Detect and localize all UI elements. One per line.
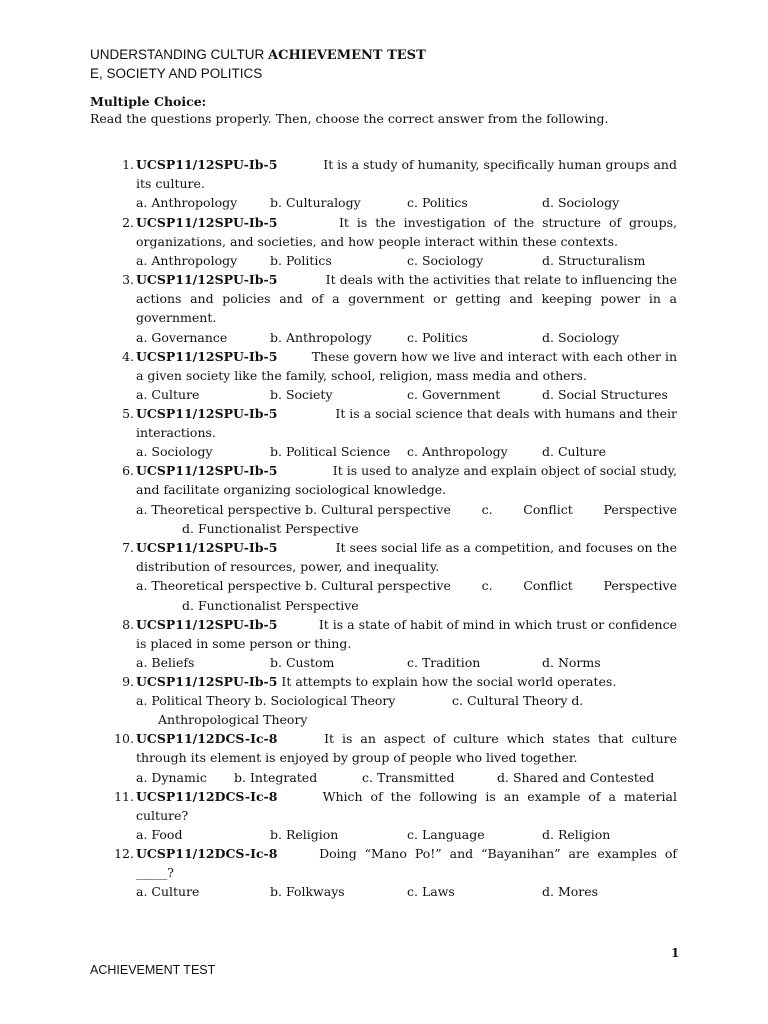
option-a: a. Anthropology bbox=[136, 195, 238, 210]
option-c-d: c. Cultural Theory d. bbox=[452, 693, 584, 708]
question-stem bbox=[136, 272, 677, 287]
question-text-cont: its culture. bbox=[136, 176, 205, 191]
question-stem bbox=[136, 406, 677, 421]
question-text: It is an aspect of culture which states that culture bbox=[324, 731, 677, 746]
question-text: Doing “Mano Po!” and “Bayanihan” are examples of bbox=[319, 846, 677, 861]
question-stem bbox=[136, 846, 677, 861]
footer-text: ACHIEVEMENT TEST bbox=[90, 963, 216, 977]
question-text: It is a state of habit of mind in which trust or confidence bbox=[318, 617, 677, 632]
option-a-b: a. Theoretical perspective b. Cultural perspective bbox=[136, 502, 451, 517]
question-number: 8. bbox=[122, 617, 134, 632]
option-b: b. Custom bbox=[270, 655, 335, 670]
option-c: c. Transmitted bbox=[362, 770, 455, 785]
competency-code: UCSP11/12SPU-Ib-5 bbox=[136, 406, 278, 421]
options-row bbox=[136, 502, 677, 517]
question-number: 6. bbox=[122, 463, 134, 478]
question-text: It is used to analyze and explain object of social study, bbox=[332, 463, 677, 478]
option-c: c. Government bbox=[407, 387, 501, 402]
option-a-b: a. Theoretical perspective b. Cultural perspective bbox=[136, 578, 451, 593]
question-text: It is a study of humanity, specifically human groups and bbox=[323, 157, 677, 172]
option-b: b. Religion bbox=[270, 827, 339, 842]
question-text: Which of the following is an example of a material bbox=[322, 789, 677, 804]
option-b: b. Society bbox=[270, 387, 333, 402]
option-d-cont: Anthropological Theory bbox=[158, 712, 308, 727]
question-number: 5. bbox=[122, 406, 134, 421]
page-number: 1 bbox=[671, 946, 680, 960]
competency-code: UCSP11/12SPU-Ib-5 bbox=[136, 540, 278, 555]
question-stem bbox=[136, 215, 677, 230]
question-stem bbox=[136, 674, 616, 689]
question-stem bbox=[136, 349, 677, 364]
competency-code: UCSP11/12DCS-Ic-8 bbox=[136, 846, 278, 861]
question-text-cont: government. bbox=[136, 310, 217, 325]
option-b: b. Politics bbox=[270, 253, 332, 268]
question-number: 4. bbox=[122, 349, 134, 364]
option-d: d. Norms bbox=[542, 655, 601, 670]
question-text: It attempts to explain how the social world operates. bbox=[281, 674, 617, 689]
option-b: b. Political Science bbox=[270, 444, 391, 459]
option-c: c. Laws bbox=[407, 884, 455, 899]
option-d: d. Social Structures bbox=[542, 387, 668, 402]
header-title bbox=[90, 47, 426, 63]
question-number: 10. bbox=[114, 731, 134, 746]
option-d: d. Functionalist Perspective bbox=[182, 521, 359, 536]
question-text: It is the investigation of the structure of groups, bbox=[338, 215, 677, 230]
option-a-b: a. Political Theory b. Sociological Theory bbox=[136, 693, 396, 708]
option-c: c. Sociology bbox=[407, 253, 484, 268]
question-stem bbox=[136, 540, 677, 555]
question-text: It deals with the activities that relate to influencing the bbox=[325, 272, 677, 287]
question-number: 9. bbox=[122, 674, 134, 689]
option-d: d. Sociology bbox=[542, 195, 620, 210]
question-text: It sees social life as a competition, and focuses on the bbox=[335, 540, 677, 555]
option-c: c. Tradition bbox=[407, 655, 481, 670]
question-text-cont: _____? bbox=[136, 865, 174, 880]
section-instructions: Read the questions properly. Then, choose the correct answer from the following. bbox=[90, 111, 609, 126]
option-c-word1: Conflict bbox=[523, 502, 573, 517]
option-a: a. Beliefs bbox=[136, 655, 195, 670]
option-c: c. Anthropology bbox=[407, 444, 508, 459]
competency-code: UCSP11/12SPU-Ib-5 bbox=[136, 215, 278, 230]
question-number: 12. bbox=[114, 846, 134, 861]
question-number: 1. bbox=[122, 157, 134, 172]
competency-code: UCSP11/12SPU-Ib-5 bbox=[136, 272, 278, 287]
header-title-plain: UNDERSTANDING CULTUR bbox=[90, 47, 269, 62]
option-a: a. Governance bbox=[136, 330, 228, 345]
option-c: c. Politics bbox=[407, 195, 468, 210]
option-d: d. Mores bbox=[542, 884, 599, 899]
option-c: c. Language bbox=[407, 827, 485, 842]
option-a: a. Food bbox=[136, 827, 183, 842]
option-c-word1: Conflict bbox=[523, 578, 573, 593]
option-c: c. Politics bbox=[407, 330, 468, 345]
competency-code: UCSP11/12SPU-Ib-5 bbox=[136, 349, 278, 364]
option-b: b. Culturalogy bbox=[270, 195, 361, 210]
option-b: b. Integrated bbox=[234, 770, 318, 785]
competency-code: UCSP11/12DCS-Ic-8 bbox=[136, 789, 278, 804]
option-a: a. Sociology bbox=[136, 444, 213, 459]
header-subtitle: E, SOCIETY AND POLITICS bbox=[90, 66, 263, 81]
question-text-cont: culture? bbox=[136, 808, 189, 823]
option-d: d. Culture bbox=[542, 444, 607, 459]
question-number: 2. bbox=[122, 215, 134, 230]
competency-code: UCSP11/12DCS-Ic-8 bbox=[136, 731, 278, 746]
option-d: d. Religion bbox=[542, 827, 611, 842]
question-text-cont: organizations, and societies, and how people interact within these contexts. bbox=[136, 234, 619, 249]
question-stem bbox=[136, 463, 677, 478]
option-a: a. Anthropology bbox=[136, 253, 238, 268]
competency-code: UCSP11/12SPU-Ib-5 bbox=[136, 463, 278, 478]
question-text-cont: and facilitate organizing sociological knowledge. bbox=[136, 482, 447, 497]
option-d: d. Sociology bbox=[542, 330, 620, 345]
question-text-cont: interactions. bbox=[136, 425, 216, 440]
competency-code: UCSP11/12SPU-Ib-5 bbox=[136, 617, 278, 632]
question-text: These govern how we live and interact with each other in bbox=[311, 349, 677, 364]
option-a: a. Culture bbox=[136, 884, 200, 899]
option-d: d. Functionalist Perspective bbox=[182, 598, 359, 613]
question-number: 3. bbox=[122, 272, 134, 287]
question-text-cont: is placed in some person or thing. bbox=[136, 636, 352, 651]
competency-code: UCSP11/12SPU-Ib-5 bbox=[136, 157, 278, 172]
question-text-cont: actions and policies and of a government or getting and keeping power in a bbox=[136, 291, 677, 306]
option-b: b. Folkways bbox=[270, 884, 345, 899]
option-b: b. Anthropology bbox=[270, 330, 372, 345]
section-title: Multiple Choice: bbox=[90, 94, 207, 109]
option-c-letter: c. bbox=[481, 502, 493, 517]
option-d: d. Shared and Contested bbox=[497, 770, 655, 785]
option-a: a. Dynamic bbox=[136, 770, 207, 785]
header-title-bold: ACHIEVEMENT TEST bbox=[268, 48, 426, 63]
question-stem bbox=[136, 731, 677, 746]
question-text-cont: through its element is enjoyed by group of people who lived together. bbox=[136, 750, 578, 765]
question-number: 11. bbox=[114, 789, 134, 804]
question-stem bbox=[136, 789, 677, 804]
question-number: 7. bbox=[122, 540, 134, 555]
question-text: It is a social science that deals with humans and their bbox=[335, 406, 677, 421]
question-stem bbox=[136, 157, 677, 172]
option-c-word2: Perspective bbox=[603, 578, 677, 593]
option-a: a. Culture bbox=[136, 387, 200, 402]
question-text-cont: a given society like the family, school, religion, mass media and others. bbox=[136, 368, 587, 383]
question-stem bbox=[136, 617, 677, 632]
question-text-cont: distribution of resources, power, and inequality. bbox=[136, 559, 440, 574]
option-c-word2: Perspective bbox=[603, 502, 677, 517]
option-d: d. Structuralism bbox=[542, 253, 646, 268]
option-c-letter: c. bbox=[481, 578, 493, 593]
options-row bbox=[136, 578, 677, 593]
competency-code: UCSP11/12SPU-Ib-5 bbox=[136, 674, 278, 689]
